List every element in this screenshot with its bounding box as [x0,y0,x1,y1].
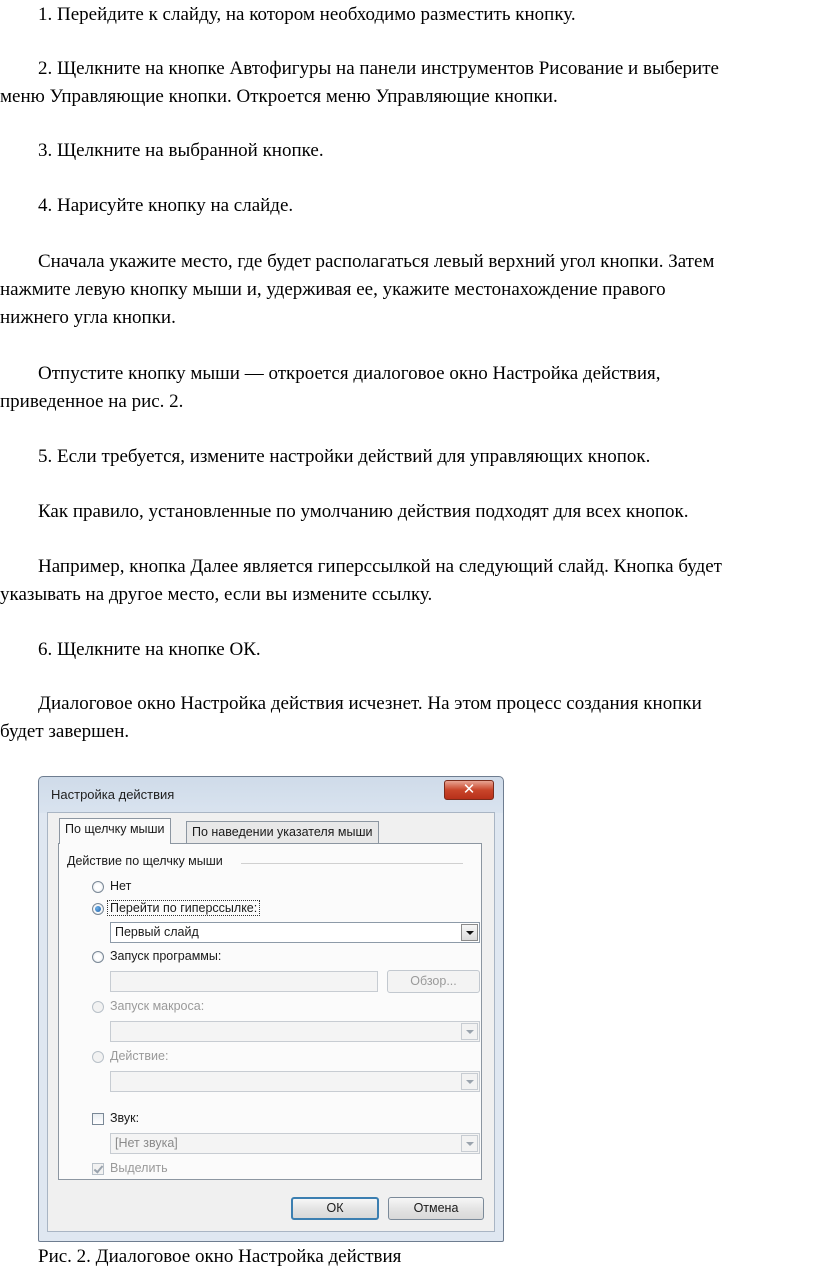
browse-button[interactable]: Обзор... [387,970,480,993]
sound-checkbox[interactable] [92,1113,104,1125]
dialog-title: Настройка действия [51,787,175,802]
radio-none-label: Нет [110,879,132,893]
ok-button[interactable]: ОК [291,1197,379,1220]
radio-action-label: Действие: [110,1049,169,1063]
dialog-client-area [47,812,495,1232]
paragraph-default: Как правило, установленные по умолчанию действия подходят для всех кнопок. [38,501,689,522]
figure-caption: Рис. 2. Диалоговое окно Настройка действия [38,1246,402,1267]
macro-select[interactable] [110,1021,480,1042]
paragraph-step-5: 5. Если требуется, измените настройки действий для управляющих кнопок. [38,446,651,467]
paragraph-release-line-1: Отпустите кнопку мыши — откроется диалоговое окно Настройка действия, [38,363,661,384]
paragraph-draw-line-1: Сначала укажите место, где будет располагаться левый верхний угол кнопки. Затем [38,251,715,272]
highlight-checkbox-label: Выделить [110,1161,168,1175]
tab-on-click[interactable]: По щелчку мыши [59,818,171,844]
highlight-checkbox[interactable] [92,1163,104,1175]
chevron-down-icon[interactable] [461,1023,478,1040]
radio-action[interactable] [92,1051,104,1063]
sound-select[interactable] [110,1133,480,1154]
paragraph-step-4: 4. Нарисуйте кнопку на слайде. [38,195,294,216]
sound-checkbox-label: Звук: [110,1111,140,1125]
paragraph-step-2-line-2: меню Управляющие кнопки. Откроется меню Управляющие кнопки. [0,86,558,107]
group-label: Действие по щелчку мыши [67,854,223,868]
paragraph-final-line-1: Диалоговое окно Настройка действия исчезнет. На этом процесс создания кнопки [38,693,702,714]
chevron-down-icon[interactable] [461,1135,478,1152]
paragraph-example-line-1: Например, кнопка Далее является гиперссылкой на следующий слайд. Кнопка будет [38,556,722,577]
sound-select-value: [Нет звука] [115,1136,178,1150]
hyperlink-select-value: Первый слайд [115,925,199,939]
tab-on-hover[interactable]: По наведении указателя мыши [186,821,379,843]
close-button[interactable] [444,780,494,800]
action-settings-dialog [38,776,504,1242]
radio-hyperlink[interactable] [92,903,104,915]
radio-run-macro[interactable] [92,1001,104,1013]
group-divider [241,863,463,864]
chevron-down-icon[interactable] [461,1073,478,1090]
close-icon: ✕ [462,781,476,798]
paragraph-final-line-2: будет завершен. [0,721,130,742]
chevron-down-icon[interactable] [461,924,478,941]
paragraph-example-line-2: указывать на другое место, если вы измените ссылку. [0,584,433,605]
hyperlink-select[interactable] [110,922,480,943]
paragraph-release-line-2: приведенное на рис. 2. [0,391,184,412]
paragraph-step-1: 1. Перейдите к слайду, на котором необходимо разместить кнопку. [38,4,576,25]
paragraph-step-6: 6. Щелкните на кнопке ОК. [38,639,261,660]
radio-run-macro-label: Запуск макроса: [110,999,205,1013]
paragraph-step-2-line-1: 2. Щелкните на кнопке Автофигуры на панели инструментов Рисование и выберите [38,58,719,79]
action-select[interactable] [110,1071,480,1092]
radio-none[interactable] [92,881,104,893]
tab-panel [58,843,482,1180]
paragraph-step-3: 3. Щелкните на выбранной кнопке. [38,140,324,161]
program-path-input[interactable] [110,971,378,992]
paragraph-draw-line-2: нажмите левую кнопку мыши и, удерживая ее, укажите местонахождение правого [0,279,666,300]
radio-run-program-label: Запуск программы: [110,949,222,963]
radio-run-program[interactable] [92,951,104,963]
cancel-button[interactable]: Отмена [388,1197,484,1220]
radio-hyperlink-label: Перейти по гиперссылке: [110,901,258,915]
paragraph-draw-line-3: нижнего угла кнопки. [0,307,176,328]
